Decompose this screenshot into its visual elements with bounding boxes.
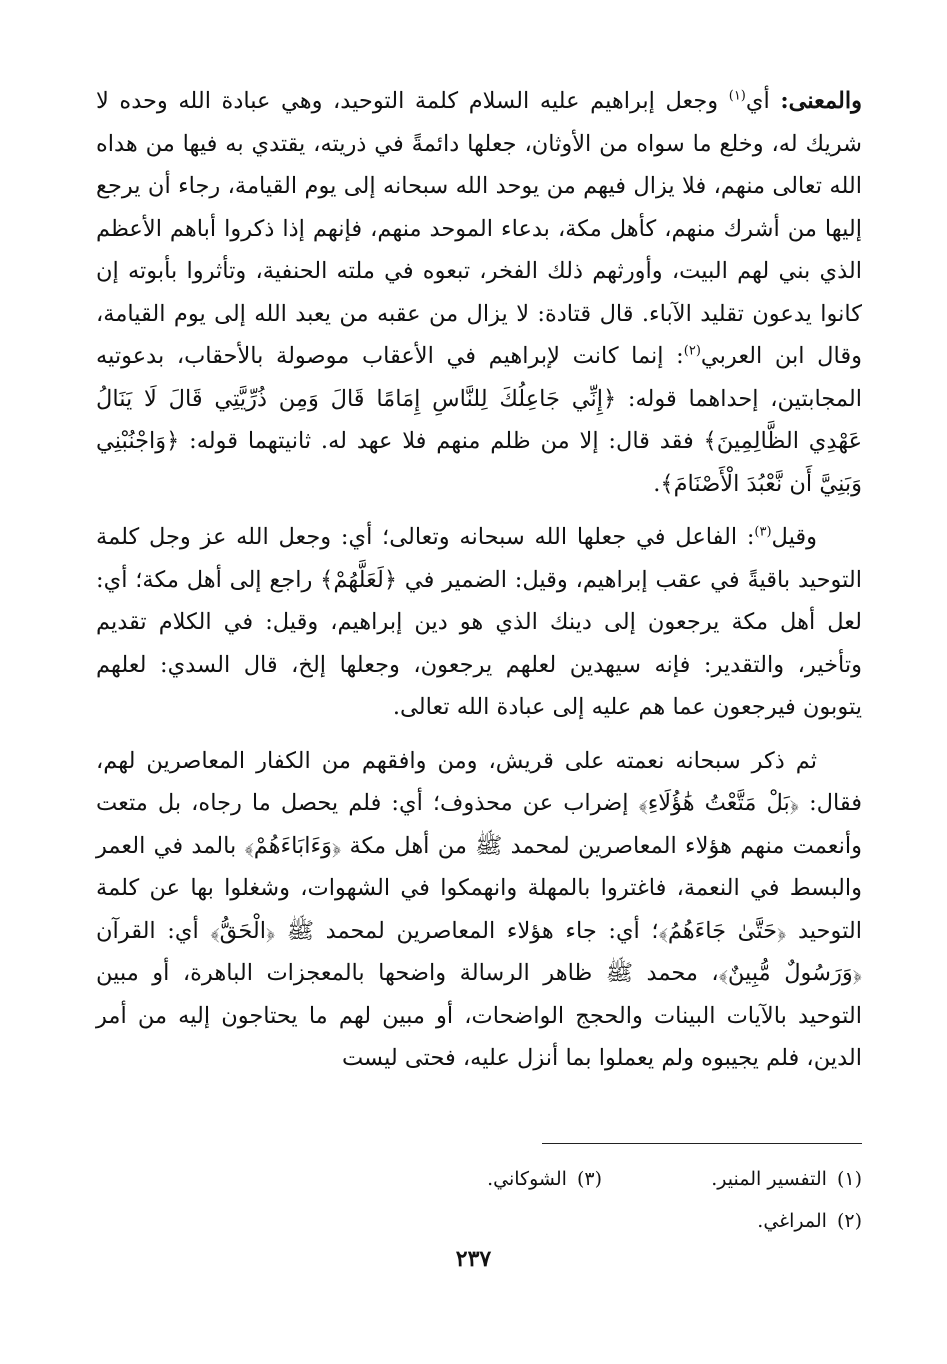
footnote-ref-1: (١) xyxy=(728,88,746,104)
page-number: ٢٣٧ xyxy=(455,1246,492,1272)
lead-term: والمعنى: xyxy=(780,88,862,114)
paragraph-text: : الفاعل في جعلها الله سبحانه وتعالى؛ أي: وجعل الله عز وجل كلمة التوحيد باقيةً في عقب إبراهيم، وقيل: الضمير في ﴿لَعَلَّهُمْ﴾ راجع إلى أهل مكة؛ أي: لعل أهل مكة يرجعون إلى دينك الذي هو دين إبراهيم، وقيل: في الكلام تقديم وتأخير، والتقدير: فإنه سيهدين لعلهم يرجعون، وجعلها إلخ، قال السدي: لعلهم يتوبون فيرجعون عما هم عليه إلى عبادة الله تعالى. xyxy=(96,524,862,720)
footnote-item xyxy=(342,1158,602,1200)
footnote-number: (٣) xyxy=(576,1168,602,1190)
footnote-ref-3: (٣) xyxy=(754,524,772,540)
footnote-number: (٢) xyxy=(836,1210,862,1232)
footnote-row xyxy=(96,1200,862,1242)
paragraph-text: وقيل xyxy=(771,524,817,550)
footnote-row xyxy=(96,1158,862,1200)
footnote-item xyxy=(602,1158,862,1200)
paragraph-text: وجعل إبراهيم عليه السلام كلمة التوحيد، وهي عبادة الله وحده لا شريك له، وخلع ما سواه من الأوثان، جعلها دائمةً في ذريته، يقتدي به فيها من هداه الله تعالى منهم، فلا يزال فيهم من يوحد الله سبحانه إلى يوم القيامة، رجاء أن يرجع إليها من أشرك منهم، كأهل مكة، بدعاء الموحد منهم، فإنهم إذا ذكروا أباهم الأعظم الذي بني لهم البيت، وأورثهم ذلك الفخر، تبعوه في ملته الحنفية، وتأثروا بأبوته إن كانوا يدعون تقليد الآباء. قال قتادة: لا يزال من عقبه من يعبد الله إلى يوم القيامة، وقال ابن العربي xyxy=(96,88,862,369)
paragraph-text: أي xyxy=(745,88,781,114)
paragraph-2 xyxy=(96,516,862,729)
paragraph-text: : إنما كانت لإبراهيم في الأعقاب موصولة بالأحقاب، بدعوتيه المجابتين، إحداهما قوله: ﴿إِنِّي جَاعِلُكَ لِلنَّاسِ إِمَامًا قَالَ وَمِن ذُرِّيَّتِي قَالَ لَا يَنَالُ عَهْدِي الظَّالِمِينَ﴾ فقد قال: إلا من ظلم منهم فلا عهد له. ثانيتهما قوله: ﴿وَاجْنُبْنِي وَبَنِيَّ أَن نَّعْبُدَ الْأَصْنَامَ﴾. xyxy=(96,343,862,497)
footnote-number: (١) xyxy=(836,1168,862,1190)
footnote-divider xyxy=(542,1143,862,1144)
paragraph-1 xyxy=(96,80,862,505)
footnote-text: التفسير المنير. xyxy=(711,1168,827,1190)
footnote-ref-2: (٢) xyxy=(683,343,701,359)
paragraph-3: ثم ذكر سبحانه نعمته على قريش، ومن وافقهم من الكفار المعاصرين لهم، فقال: ﴿بَلْ مَتَّعْتُ هَٰؤُلَاءِ﴾ إضراب عن محذوف؛ أي: فلم يحصل ما رجاه، بل متعت وأنعمت منهم هؤلاء المعاصرين لمحمد ﷺ من أهل مكة ﴿وَءَابَاءَهُمْ﴾ بالمد في العمر والبسط في النعمة، فاغتروا بالمهلة وانهمكوا في الشهوات، وشغلوا بها عن كلمة التوحيد ﴿حَتَّىٰ جَاءَهُمُ﴾؛ أي: جاء هؤلاء المعاصرين لمحمد ﷺ ﴿الْحَقُّ﴾ أي: القرآن ﴿وَرَسُولٌ مُّبِينٌ﴾، محمد ﷺ ظاهر الرسالة واضحها بالمعجزات الباهرة، أو مبين التوحيد بالآيات البينات والحجج الواضحات، أو مبين لهم ما يحتاجون إليه من أمر الدين، فلم يجيبوه ولم يعملوا بما أنزل عليه، فحتى ليست xyxy=(96,747,862,1071)
footnote-text: المراغي. xyxy=(757,1210,827,1232)
footnotes xyxy=(96,1158,862,1242)
footnote-text: الشوكاني. xyxy=(487,1168,567,1190)
main-text xyxy=(96,80,862,1080)
footnote-item xyxy=(602,1200,862,1242)
